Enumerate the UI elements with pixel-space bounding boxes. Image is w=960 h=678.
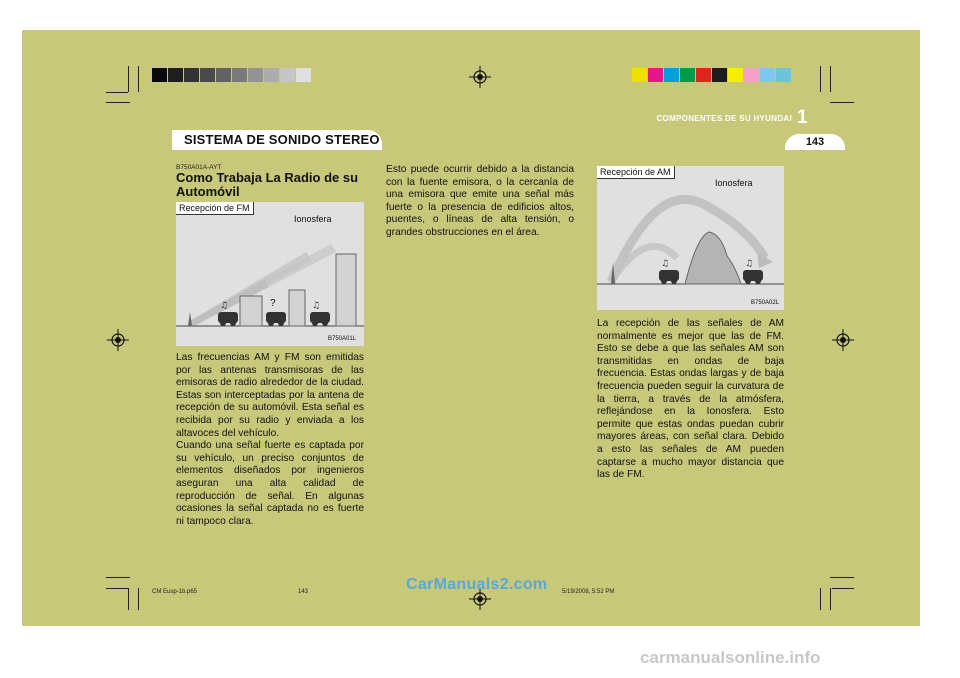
- crop-mark: [106, 102, 130, 103]
- color-swatch: [680, 68, 695, 82]
- section-heading: Como Trabaja La Radio de su Automóvil: [176, 170, 359, 199]
- color-swatch: [760, 68, 775, 82]
- color-swatch: [648, 68, 663, 82]
- figure-label: Recepción de AM: [597, 166, 675, 179]
- crop-mark: [128, 66, 129, 92]
- footer-file: CM Eusp-1b.p65: [152, 589, 198, 595]
- watermark-logo: CarManuals2.com: [406, 576, 548, 593]
- color-swatch: [168, 68, 183, 82]
- color-swatch: [216, 68, 231, 82]
- fm-reception-figure: [176, 202, 364, 346]
- chapter-number: 1: [797, 107, 808, 128]
- registration-mark-icon: [107, 329, 129, 351]
- crop-mark: [830, 66, 831, 92]
- question-mark: ?: [270, 298, 276, 309]
- color-swatch: [744, 68, 759, 82]
- registration-mark-icon: [832, 329, 854, 351]
- am-reception-illustration: [597, 166, 784, 310]
- color-swatch: [712, 68, 727, 82]
- color-swatch: [200, 68, 215, 82]
- crop-mark: [820, 588, 821, 610]
- figure-code: B750A01L: [328, 336, 357, 342]
- middle-paragraph: Esto puede ocurrir debido a la distancia con la fuente emisora, o la cercanía de una emisora que emite una señal más fuerte o la presencia de edificios altos, puentes, o líneas de alta tensión, o grandes obstrucciones en el área.: [386, 164, 574, 238]
- crop-mark: [820, 66, 821, 92]
- fm-reception-illustration: [176, 202, 364, 346]
- color-swatch: [632, 68, 647, 82]
- footer-page: 143: [298, 589, 309, 595]
- color-swatch: [232, 68, 247, 82]
- color-swatch: [280, 68, 295, 82]
- color-swatch: [696, 68, 711, 82]
- crop-mark: [106, 588, 128, 589]
- color-swatch: [184, 68, 199, 82]
- svg-text:♫: ♫: [312, 301, 321, 311]
- crop-mark: [128, 588, 129, 610]
- am-reception-figure: [597, 166, 784, 310]
- crop-mark: [830, 588, 831, 610]
- crop-mark: [832, 588, 854, 589]
- svg-text:♫: ♫: [745, 259, 754, 269]
- right-paragraph: La recepción de las señales de AM normalmente es mejor que las de FM. Esto se debe a que las señales AM son transmitidas en ondas de baja frecuencia. Estas ondas largas y de baja frecuencia pueden seguir la curvatura de la tierra, a través de la atmósfera, reflejándose en la Ionosfera. Esto permite que estas ondas puedan cubrir mayores áreas, con señal clara. Debido a esto las señales de AM pueden captarse a mucho mayor distancia que las de FM.: [597, 318, 784, 481]
- svg-text:♫: ♫: [220, 301, 229, 311]
- svg-text:♫: ♫: [661, 259, 670, 269]
- color-swatch: [264, 68, 279, 82]
- left-paragraph: Las frecuencias AM y FM son emitidas por las antenas transmisoras de las emisoras de radio alrededor de la ciudad. Estas son interceptadas por la antena de recepción de su automóvil. Esta señal es recibida por su radio y enviada a los altavoces del vehículo. Cuando una señal fuerte es captada por su vehículo, un preciso conjuntos de elementos diseñados por ingenieros aseguran una alta calidad de reproducción de señal. En algunas ocasiones la señal captada no es fuerte ni tampoco clara.: [176, 352, 364, 527]
- color-swatch: [664, 68, 679, 82]
- registration-mark-icon: [469, 66, 491, 88]
- crop-mark: [106, 577, 130, 578]
- crop-mark: [138, 66, 139, 92]
- color-swatch: [728, 68, 743, 82]
- ionosphere-label: Ionosfera: [294, 214, 332, 224]
- crop-mark: [106, 92, 128, 93]
- page-number: 143: [785, 134, 845, 150]
- crop-mark: [138, 588, 139, 610]
- crop-mark: [830, 577, 854, 578]
- section-title: SISTEMA DE SONIDO STEREO: [172, 130, 382, 150]
- ionosphere-label: Ionosfera: [715, 178, 753, 188]
- color-swatch: [248, 68, 263, 82]
- color-swatch: [776, 68, 791, 82]
- crop-mark: [830, 102, 854, 103]
- color-swatch: [152, 68, 167, 82]
- color-swatch: [296, 68, 311, 82]
- figure-label: Recepción de FM: [176, 202, 254, 215]
- bottom-watermark: carmanualsonline.info: [640, 648, 821, 667]
- section-code: B750A01A-AYT: [176, 164, 222, 171]
- footer-date: 5/19/2008, 5:52 PM: [562, 589, 615, 595]
- figure-code: B750A02L: [751, 300, 780, 306]
- chapter-title: COMPONENTES DE SU HYUNDAI: [656, 114, 792, 123]
